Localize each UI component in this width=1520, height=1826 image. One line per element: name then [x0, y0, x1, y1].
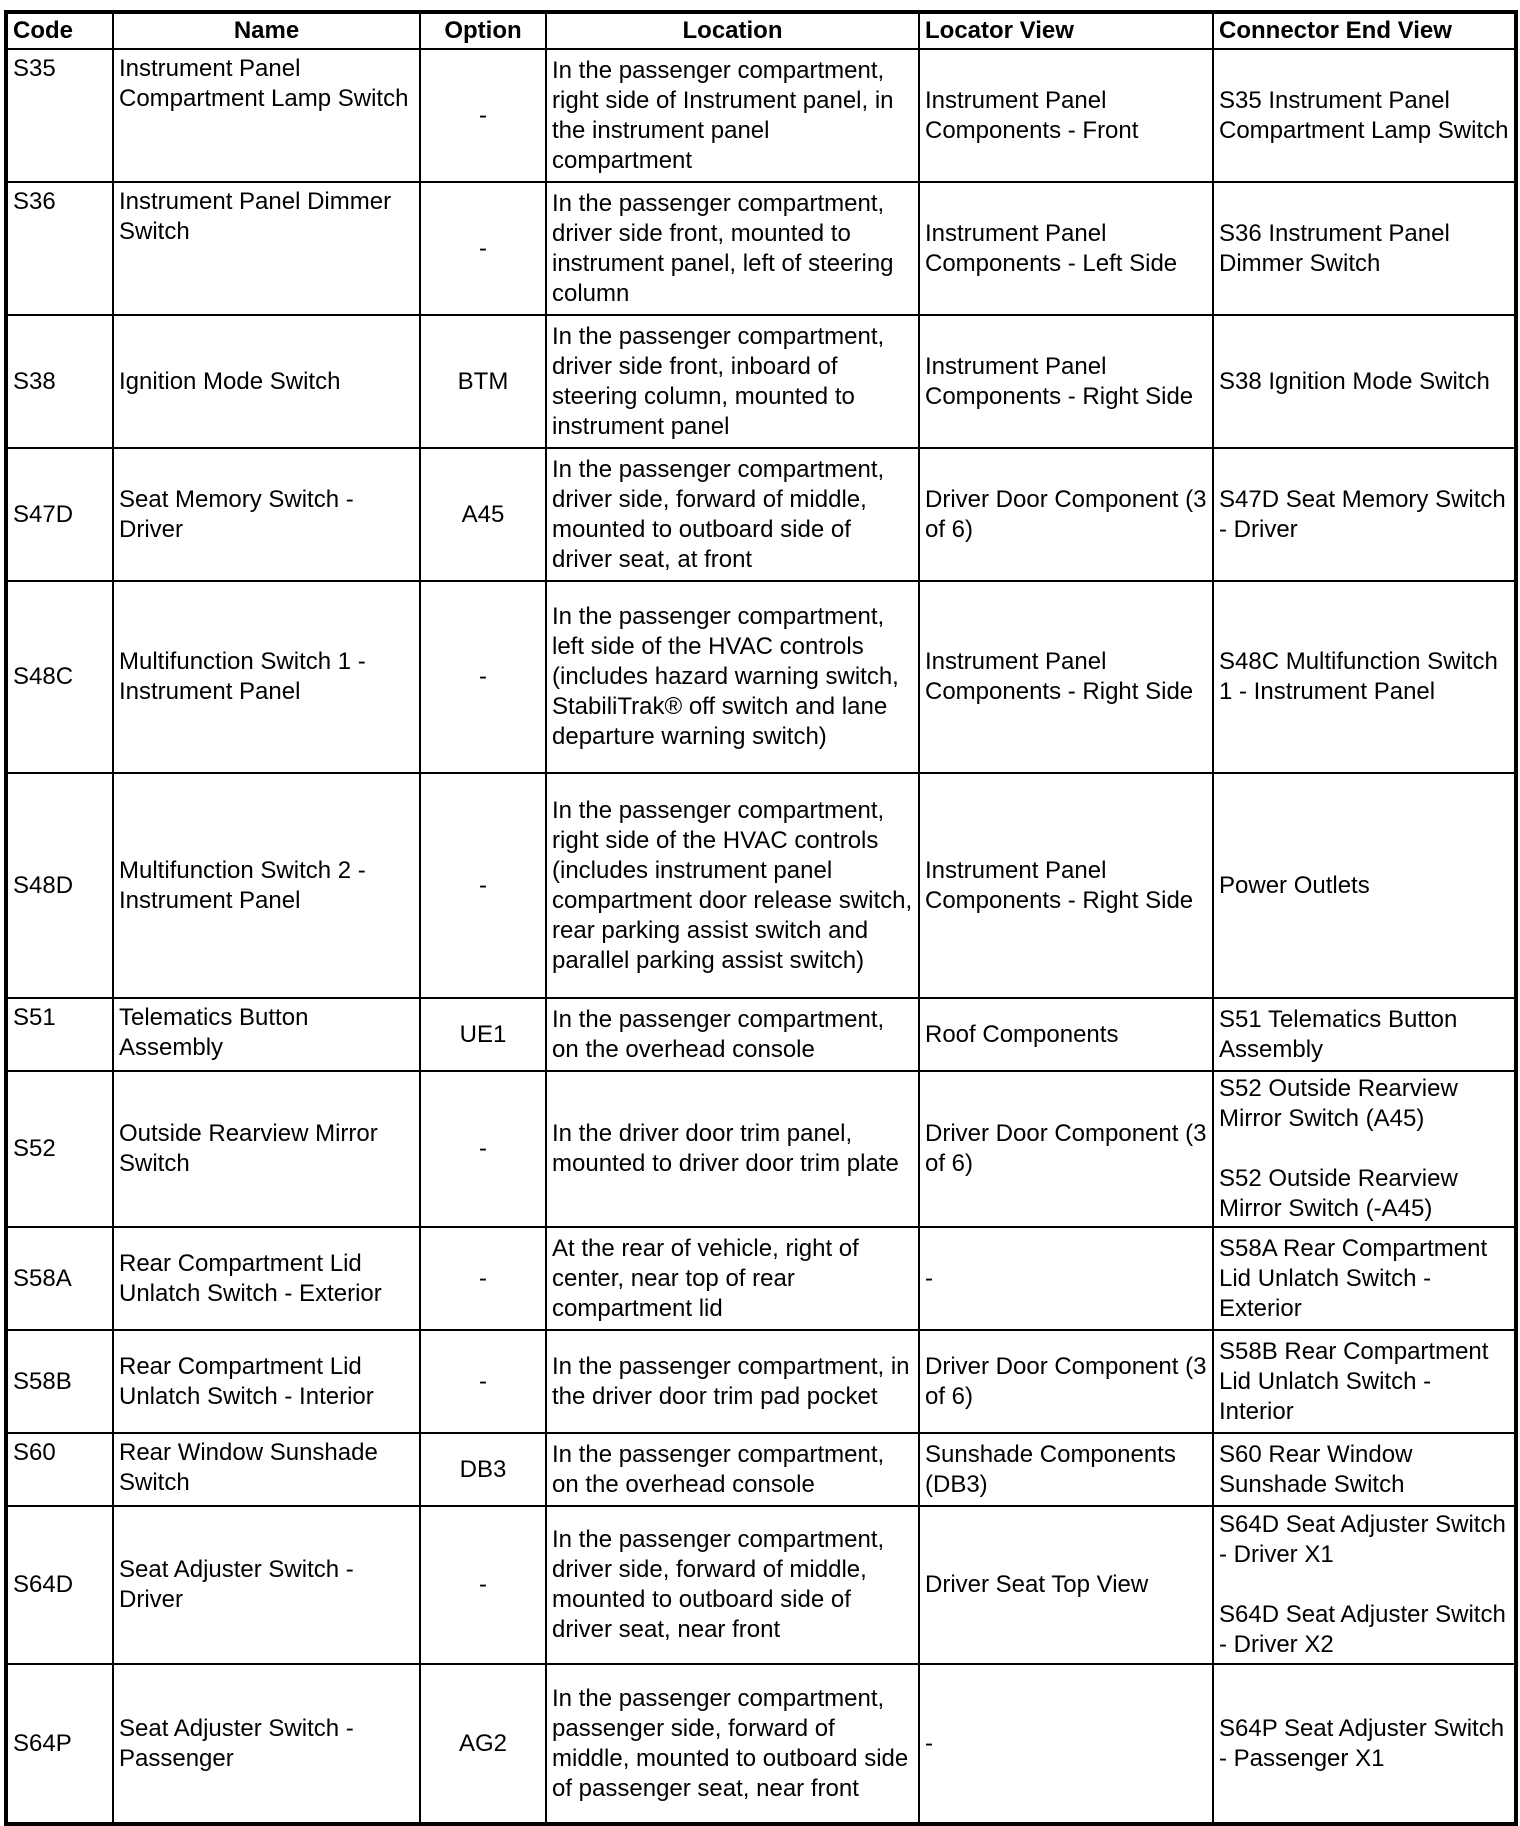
cell-option: -: [420, 1071, 546, 1227]
cell-locator-view: Instrument Panel Components - Right Side: [919, 315, 1213, 448]
cell-option: -: [420, 581, 546, 773]
cell-locator-view: Instrument Panel Components - Right Side: [919, 581, 1213, 773]
connector-view-link: Power Outlets: [1219, 871, 1370, 899]
cell-locator-view: Driver Door Component (3 of 6): [919, 1330, 1213, 1433]
cell-option: AG2: [420, 1664, 546, 1824]
cell-location: In the passenger compartment, in the driver door trim pad pocket: [546, 1330, 919, 1433]
cell-locator-view: Sunshade Components (DB3): [919, 1433, 1213, 1506]
cell-locator-view: Driver Seat Top View: [919, 1506, 1213, 1664]
connector-view-link: S36 Instrument Panel Dimmer Switch: [1219, 219, 1450, 277]
table-header-row: [6, 12, 1516, 49]
connector-view-link: S47D Seat Memory Switch - Driver: [1219, 485, 1506, 543]
cell-code: S64D: [6, 1506, 113, 1664]
table-row: [6, 1433, 1516, 1506]
cell-connector-end-view: [1213, 1664, 1516, 1824]
connector-view-link: S64P Seat Adjuster Switch - Passenger X1: [1219, 1714, 1505, 1772]
cell-connector-end-view: [1213, 581, 1516, 773]
cell-location: In the passenger compartment, right side of Instrument panel, in the instrument panel compartment: [546, 49, 919, 182]
cell-locator-view: -: [919, 1664, 1213, 1824]
header-location: Location: [546, 12, 919, 49]
cell-name: Multifunction Switch 2 - Instrument Panel: [113, 773, 420, 998]
cell-connector-end-view: [1213, 1433, 1516, 1506]
cell-name: Multifunction Switch 1 - Instrument Panel: [113, 581, 420, 773]
cell-locator-view: Instrument Panel Components - Front: [919, 49, 1213, 182]
cell-option: -: [420, 1330, 546, 1433]
table-row: [6, 448, 1516, 581]
cell-option: -: [420, 1506, 546, 1664]
cell-connector-end-view: [1213, 773, 1516, 998]
cell-location: In the passenger compartment, driver side front, inboard of steering column, mounted to instrument panel: [546, 315, 919, 448]
cell-name: Rear Compartment Lid Unlatch Switch - Interior: [113, 1330, 420, 1433]
cell-option: A45: [420, 448, 546, 581]
cell-location: In the passenger compartment, passenger side, forward of middle, mounted to outboard side of passenger seat, near front: [546, 1664, 919, 1824]
table-row: [6, 581, 1516, 773]
cell-option: -: [420, 182, 546, 315]
table-row: [6, 1664, 1516, 1824]
cell-name: Rear Window Sunshade Switch: [113, 1433, 420, 1506]
cell-code: S64P: [6, 1664, 113, 1824]
cell-code: S48D: [6, 773, 113, 998]
cell-locator-view: Driver Door Component (3 of 6): [919, 1071, 1213, 1227]
table-row: [6, 1227, 1516, 1330]
cell-code: S38: [6, 315, 113, 448]
cell-code: S58A: [6, 1227, 113, 1330]
cell-name: Seat Adjuster Switch - Driver: [113, 1506, 420, 1664]
cell-connector-end-view: [1213, 448, 1516, 581]
cell-locator-view: -: [919, 1227, 1213, 1330]
table-row: [6, 1330, 1516, 1433]
table-row: [6, 315, 1516, 448]
table-row: [6, 998, 1516, 1071]
header-name: Name: [113, 12, 420, 49]
component-locator-table: [4, 10, 1518, 1826]
connector-view-link: S58A Rear Compartment Lid Unlatch Switch - Exterior: [1219, 1234, 1488, 1322]
connector-view-link: S52 Outside Rearview Mirror Switch (A45): [1219, 1075, 1458, 1132]
cell-location: In the passenger compartment, on the overhead console: [546, 998, 919, 1071]
cell-code: S36: [6, 182, 113, 315]
table-row: [6, 773, 1516, 998]
cell-code: S52: [6, 1071, 113, 1227]
cell-option: UE1: [420, 998, 546, 1071]
cell-option: -: [420, 773, 546, 998]
cell-location: At the rear of vehicle, right of center, near top of rear compartment lid: [546, 1227, 919, 1330]
cell-connector-end-view: [1213, 49, 1516, 182]
connector-view-link: S51 Telematics Button Assembly: [1219, 1005, 1458, 1063]
cell-code: S51: [6, 998, 113, 1071]
cell-code: S60: [6, 1433, 113, 1506]
cell-option: -: [420, 1227, 546, 1330]
table-row: [6, 1506, 1516, 1664]
cell-location: In the passenger compartment, driver side front, mounted to instrument panel, left of steering column: [546, 182, 919, 315]
connector-view-link: S52 Outside Rearview Mirror Switch (-A45): [1219, 1165, 1458, 1222]
cell-name: Rear Compartment Lid Unlatch Switch - Exterior: [113, 1227, 420, 1330]
cell-name: Seat Memory Switch - Driver: [113, 448, 420, 581]
cell-option: DB3: [420, 1433, 546, 1506]
cell-locator-view: Driver Door Component (3 of 6): [919, 448, 1213, 581]
cell-location: In the passenger compartment, driver side, forward of middle, mounted to outboard side of driver seat, at front: [546, 448, 919, 581]
cell-code: S58B: [6, 1330, 113, 1433]
cell-code: S48C: [6, 581, 113, 773]
cell-location: In the passenger compartment, right side of the HVAC controls (includes instrument panel compartment door release switch, rear parking assist switch and parallel parking assist switch): [546, 773, 919, 998]
cell-connector-end-view: [1213, 1071, 1516, 1227]
cell-location: In the passenger compartment, driver side, forward of middle, mounted to outboard side of driver seat, near front: [546, 1506, 919, 1664]
cell-name: Instrument Panel Compartment Lamp Switch: [113, 49, 420, 182]
connector-view-link: S35 Instrument Panel Compartment Lamp Switch: [1219, 86, 1509, 144]
cell-location: In the passenger compartment, left side of the HVAC controls (includes hazard warning switch, StabiliTrak® off switch and lane departure warning switch): [546, 581, 919, 773]
cell-location: In the passenger compartment, on the overhead console: [546, 1433, 919, 1506]
connector-view-link: S64D Seat Adjuster Switch - Driver X2: [1219, 1601, 1506, 1658]
cell-name: Ignition Mode Switch: [113, 315, 420, 448]
cell-connector-end-view: [1213, 1330, 1516, 1433]
cell-code: S35: [6, 49, 113, 182]
header-connector-end-view: Connector End View: [1213, 12, 1516, 49]
header-locator-view: Locator View: [919, 12, 1213, 49]
cell-location: In the driver door trim panel, mounted to driver door trim plate: [546, 1071, 919, 1227]
cell-name: Telematics Button Assembly: [113, 998, 420, 1071]
cell-name: Outside Rearview Mirror Switch: [113, 1071, 420, 1227]
cell-name: Seat Adjuster Switch - Passenger: [113, 1664, 420, 1824]
table-row: [6, 49, 1516, 182]
cell-code: S47D: [6, 448, 113, 581]
table-row: [6, 182, 1516, 315]
cell-locator-view: Instrument Panel Components - Left Side: [919, 182, 1213, 315]
connector-view-link: S48C Multifunction Switch 1 - Instrument Panel: [1219, 648, 1498, 705]
connector-view-link: S58B Rear Compartment Lid Unlatch Switch - Interior: [1219, 1337, 1489, 1425]
cell-connector-end-view: [1213, 182, 1516, 315]
cell-name: Instrument Panel Dimmer Switch: [113, 182, 420, 315]
cell-locator-view: Roof Components: [919, 998, 1213, 1071]
table-row: [6, 1071, 1516, 1227]
cell-locator-view: Instrument Panel Components - Right Side: [919, 773, 1213, 998]
cell-option: BTM: [420, 315, 546, 448]
table-body: [6, 49, 1516, 1824]
cell-option: -: [420, 49, 546, 182]
connector-view-link: S60 Rear Window Sunshade Switch: [1219, 1440, 1413, 1498]
connector-view-link: S64D Seat Adjuster Switch - Driver X1: [1219, 1511, 1506, 1568]
cell-connector-end-view: [1213, 315, 1516, 448]
connector-view-link: S38 Ignition Mode Switch: [1219, 367, 1490, 395]
header-code: Code: [6, 12, 113, 49]
cell-connector-end-view: [1213, 998, 1516, 1071]
header-option: Option: [420, 12, 546, 49]
cell-connector-end-view: [1213, 1227, 1516, 1330]
cell-connector-end-view: [1213, 1506, 1516, 1664]
